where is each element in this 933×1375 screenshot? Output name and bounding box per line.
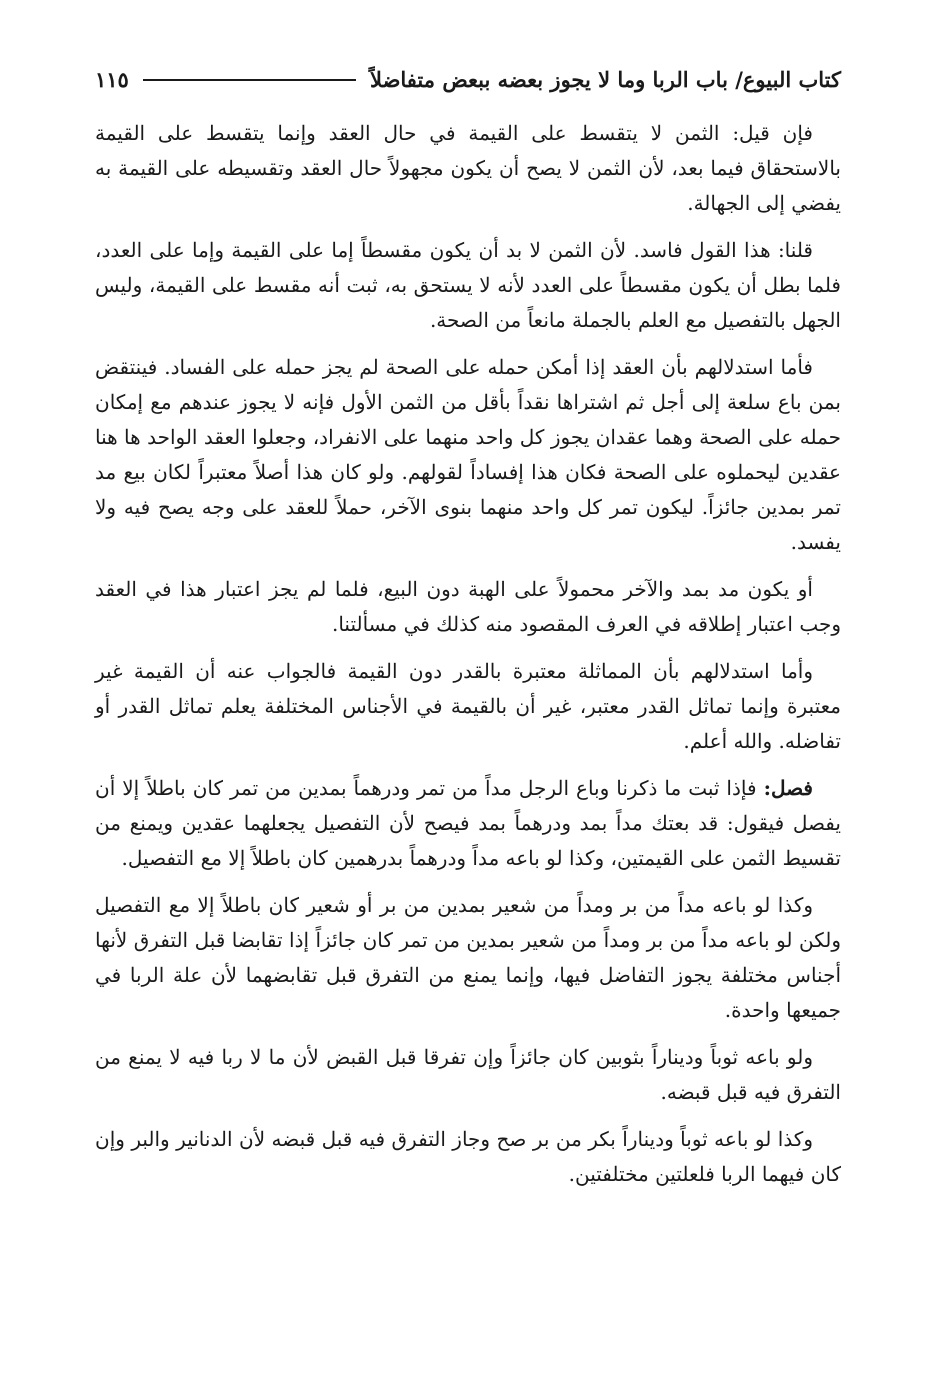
paragraph bbox=[95, 1040, 841, 1110]
paragraph-text: وكذا لو باعه مداً من بر ومداً من شعير بمدين من بر أو شعير كان باطلاً إلا مع التفصيل ولكن لو باعه مداً من بر ومداً من شعير بمدين من تمر كان جائزاً إذا تقابضا قبل التفرق لأنها أجناس مختلفة يجوز التفاضل فيها، وإنما يمنع من التفرق قبل تقابضهما لأن علة الربا في جميعها واحدة. bbox=[95, 893, 841, 1022]
paragraph bbox=[95, 771, 841, 876]
paragraph bbox=[95, 350, 841, 560]
paragraph bbox=[95, 572, 841, 642]
paragraph bbox=[95, 888, 841, 1028]
body-text bbox=[95, 116, 841, 1192]
paragraph-text: وأما استدلالهم بأن المماثلة معتبرة بالقدر دون القيمة فالجواب عنه أن القيمة غير معتبرة وإنما تماثل القدر معتبر، غير أن بالقيمة في الأجناس المختلفة يعلم تماثل القدر أو تفاضله. والله أعلم. bbox=[95, 659, 841, 753]
book-page bbox=[95, 60, 841, 1204]
paragraph-text: فأما استدلالهم بأن العقد إذا أمكن حمله على الصحة لم يجز حمله على الفساد. فينتقض بمن باع سلعة إلى أجل ثم اشتراها نقداً بأقل من الثمن الأول فإنه لا يجوز عندهم مع إمكان حمله على الصحة وهما عقدان يجوز كل واحد منهما على الانفراد، وجعلوا العقد الواحد ها هنا عقدين ليحملوه على الصحة فكان هذا إفساداً لقولهم. ولو كان هذا أصلاً معتبراً لكان بيع مد تمر بمدين جائزاً. ليكون تمر كل واحد منهما بنوى الآخر، حملاً للعقد على وجه يصح فيه ولا يفسد. bbox=[95, 355, 841, 554]
page-number: ١١٥ bbox=[95, 67, 129, 92]
paragraph-text: قلنا: هذا القول فاسد. لأن الثمن لا بد أن يكون مقسطاً إما على القيمة وإما على العدد، فلما بطل أن يكون مقسطاً على العدد لأنه لا يستحق به، ثبت أنه مقسط على القيمة، وليس الجهل بالتفصيل مع العلم بالجملة مانعاً من الصحة. bbox=[95, 238, 841, 332]
paragraph-text: فإذا ثبت ما ذكرنا وباع الرجل مداً من تمر ودرهماً بمدين من تمر كان باطلاً إلا أن يفصل فيقول: قد بعتك مداً بمد ودرهماً بمد فيصح لأن التفصيل يجعلهما عقدين ويمنع من تقسيط الثمن على القيمتين، وكذا لو باعه مداً ودرهماً بدرهمين كان باطلاً إلا مع التفصيل. bbox=[95, 776, 841, 870]
paragraph-text: وكذا لو باعه ثوباً وديناراً بكر من بر صح وجاز التفرق فيه قبل قبضه لأن الدنانير والبر وإن كان فيهما الربا فلعلتين مختلفتين. bbox=[95, 1127, 841, 1186]
running-header bbox=[95, 60, 841, 100]
paragraph bbox=[95, 1122, 841, 1192]
chapter-title: كتاب البيوع/ باب الربا وما لا يجوز بعضه ببعض متفاضلاً bbox=[370, 67, 841, 92]
paragraph-text: أو يكون مد بمد والآخر محمولاً على الهبة دون البيع، فلما لم يجز اعتبار هذا في العقد وجب اعتبار إطلاقه في العرف المقصود منه كذلك في مسألتنا. bbox=[95, 577, 841, 636]
paragraph bbox=[95, 654, 841, 759]
paragraph-text: ولو باعه ثوباً وديناراً بثوبين كان جائزاً وإن تفرقا قبل القبض لأن ما لا ربا فيه لا يمنع من التفرق فيه قبل قبضه. bbox=[95, 1045, 841, 1104]
paragraph bbox=[95, 116, 841, 221]
header-rule bbox=[143, 79, 356, 81]
paragraph bbox=[95, 233, 841, 338]
section-lead: فصل: bbox=[763, 776, 813, 800]
paragraph-text: فإن قيل: الثمن لا يتقسط على القيمة في حال العقد وإنما يتقسط على القيمة بالاستحقاق فيما بعد، لأن الثمن لا يصح أن يكون مجهولاً حال العقد وتقسيطه على القيمة به يفضي إلى الجهالة. bbox=[95, 121, 841, 215]
